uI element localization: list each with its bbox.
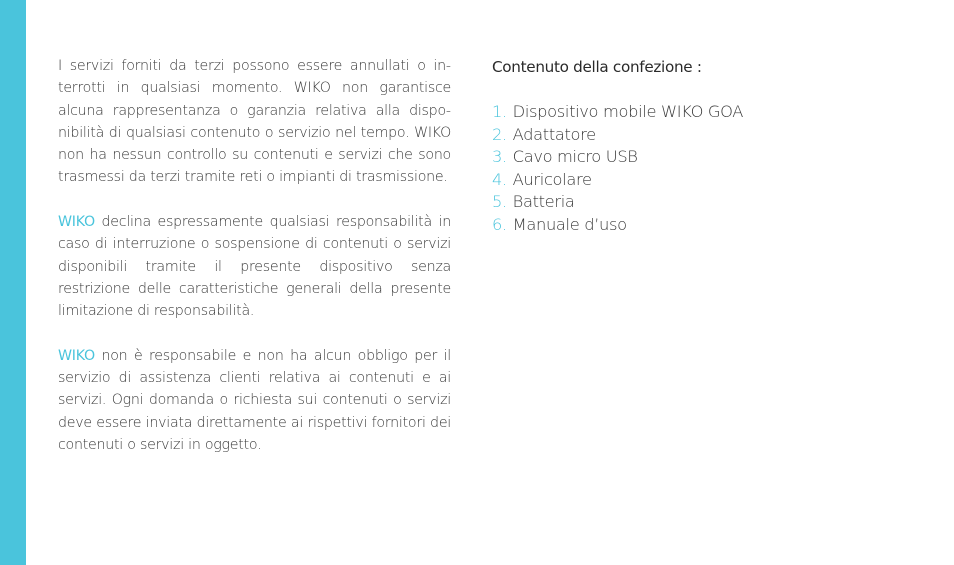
item-number: 6. xyxy=(492,214,507,234)
list-item xyxy=(492,101,912,124)
side-accent-bar xyxy=(0,0,26,565)
box-contents-list xyxy=(492,101,912,237)
box-contents-section xyxy=(492,56,912,237)
terms-column xyxy=(58,55,451,456)
paragraph-customer-support xyxy=(58,345,451,456)
item-number: 5. xyxy=(492,192,507,212)
paragraph-text: I servizi forniti da terzi possono essere annullati o interrotti in qualsiasi momento. WIKO non garantisce alcuna rappresentanza o garanzia relativa alla disponibilità di qualsiasi contenuto o servizio nel tempo. WIKO non ha nessun controllo su contenuti e servizi che sono trasmessi da terzi tramite reti o impianti di trasmissione. xyxy=(58,58,451,186)
list-item xyxy=(492,124,912,147)
brand-accent-word: WIKO xyxy=(58,214,95,231)
item-number: 2. xyxy=(492,124,507,144)
list-item xyxy=(492,169,912,192)
item-label: Auricolare xyxy=(512,169,592,189)
brand-accent-word: WIKO xyxy=(58,347,95,364)
paragraph-text: non è responsabile e non ha alcun obbligo per il servizio di assistenza clienti relativa ai contenuti e ai servizi. Ogni domanda o richiesta sui contenuti o servizi deve essere inviata direttamente ai rispettivi fornitori dei contenuti o servizi in oggetto. xyxy=(58,347,451,454)
item-label: Manuale d’uso xyxy=(512,214,627,234)
paragraph-text: declina espressamente qualsiasi responsabilità in caso di interruzione o sospensione di contenuti o servizi disponibili tramite il presente dispositivo senza restrizione delle caratteristiche generali della presente limitazione di responsabilità. xyxy=(58,214,451,320)
item-label: Batteria xyxy=(512,192,575,212)
item-label: Adattatore xyxy=(512,124,596,144)
box-contents-heading: Contenuto della confezione : xyxy=(492,58,702,76)
item-label: Dispositivo mobile WIKO GOA xyxy=(512,102,744,121)
list-item xyxy=(492,191,912,214)
item-label: Cavo micro USB xyxy=(512,147,638,167)
list-item xyxy=(492,146,912,169)
item-number: 4. xyxy=(492,169,507,189)
paragraph-third-party-services xyxy=(58,55,451,189)
item-number: 3. xyxy=(492,147,507,167)
list-item xyxy=(492,214,912,237)
paragraph-liability-disclaimer xyxy=(58,211,451,322)
item-number: 1. xyxy=(492,102,507,121)
